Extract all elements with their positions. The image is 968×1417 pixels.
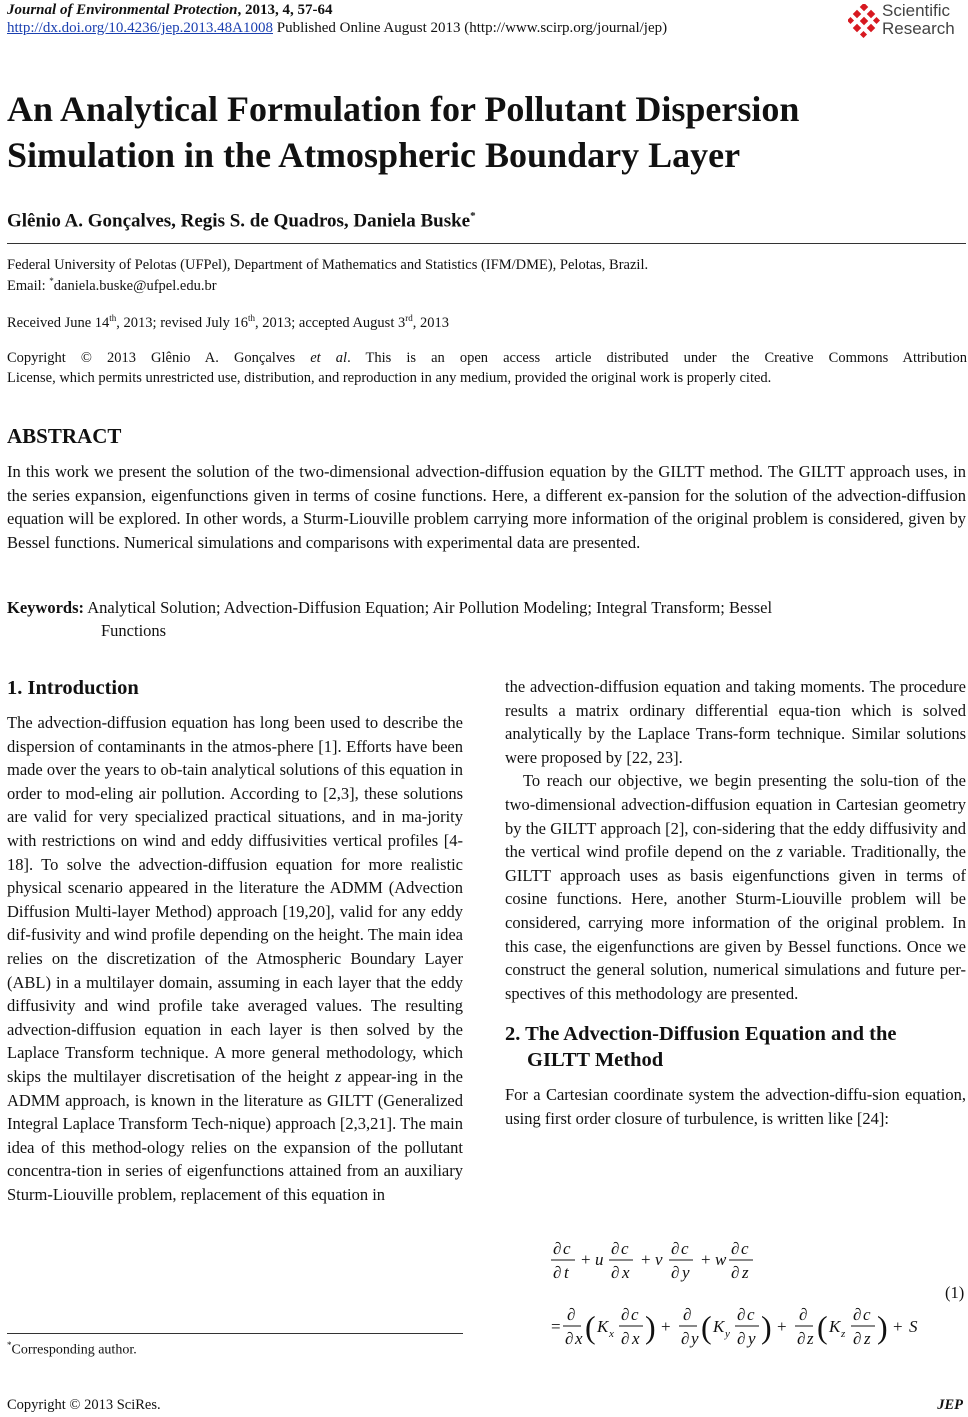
eq-var-z: z	[807, 1329, 814, 1348]
eq-partial: ∂	[671, 1263, 680, 1282]
copyright-etal: et al	[310, 350, 348, 366]
eq-var-u: u	[595, 1250, 604, 1269]
eq-plus: +	[641, 1250, 651, 1269]
eq-var-S: S	[909, 1317, 918, 1336]
footnote-mark: *	[7, 1340, 12, 1350]
journal-volume: , 2013, 4, 57-64	[237, 2, 333, 18]
eq-var-y: y	[682, 1263, 690, 1282]
section2-paragraph-1: For a Cartesian coordinate system the advection-diffu-sion equation, using first order closure of turbulence, is written like [24]:	[505, 1085, 966, 1128]
revised-text: , 2013; revised July 16	[116, 314, 248, 331]
eq-plus: +	[777, 1317, 787, 1336]
corresponding-mark: *	[470, 210, 476, 222]
eq-sub-z: z	[841, 1328, 846, 1340]
equation-number: (1)	[945, 1283, 965, 1302]
eq-partial: ∂	[681, 1329, 690, 1348]
eq-var-z: z	[864, 1329, 871, 1348]
eq-partial: ∂	[737, 1305, 746, 1324]
eq-partial: ∂	[799, 1305, 808, 1324]
eq-plus: +	[893, 1317, 903, 1336]
intro-p1-text-b: appear-ing in the ADMM approach, is known in the literature as GILTT (Generalized Integral Laplace Transform Tech-nique) approach [2,3,21]. The main idea of this method-ology relies on the expansion of the pollutant concentra-tion in series of eigenfunctions attained from an auxiliary Sturm-Liouville problem, replacement of this equation in	[7, 1066, 463, 1204]
ordinal-suffix: rd	[405, 313, 413, 323]
eq-partial: ∂	[731, 1240, 740, 1258]
header-divider	[7, 243, 966, 244]
email-address[interactable]: daniela.buske@ufpel.edu.br	[53, 277, 217, 294]
eq-var-x: x	[622, 1263, 630, 1282]
eq-var-K: K	[713, 1317, 725, 1336]
eq-partial: ∂	[565, 1329, 574, 1348]
eq-partial: ∂	[853, 1329, 862, 1348]
paper-title	[7, 86, 947, 178]
eq-paren-open: (	[585, 1309, 596, 1345]
copyright-line2: License, which permits unrestricted use, distribution, and reproduction in any medium, provided the original work is properly cited.	[7, 370, 772, 386]
paper-title-line2: Simulation in the Atmospheric Boundary Layer	[7, 135, 741, 175]
footnote-text: Corresponding author.	[11, 1342, 137, 1358]
ordinal-suffix: th	[248, 313, 256, 323]
eq-var-w: w	[715, 1250, 727, 1269]
eq-var-x: x	[632, 1329, 640, 1348]
eq-partial: ∂	[567, 1305, 576, 1324]
email-line	[7, 276, 967, 295]
received-text: Received June 14	[7, 314, 110, 331]
keywords	[7, 596, 966, 642]
eq-partial: ∂	[737, 1329, 746, 1348]
eq-partial: ∂	[683, 1305, 692, 1324]
eq-plus: +	[661, 1317, 671, 1336]
eq-partial: ∂	[611, 1263, 620, 1282]
intro-paragraph-1	[7, 711, 463, 1206]
abstract-body: In this work we present the solution of the two-dimensional advection-diffusion equation by the GILTT method. The GILTT approach uses, in the series expansion, eigenfunctions given in terms of cosine functions. Here, a different ex-pansion for the solution of the advection-diffusion equation will be explored. In other words, a Sturm-Liouville problem carrying more information of the original problem is considered, given by Bessel functions. Numerical simulations and comparisons with experimental data are presented.	[7, 462, 966, 552]
publisher-name-line1: Scientific	[882, 1, 951, 20]
variable-z: z	[334, 1066, 342, 1086]
copyright-notice	[7, 348, 967, 388]
publisher-logo	[848, 2, 966, 42]
eq-partial: ∂	[553, 1240, 562, 1258]
publisher-mark-icon	[848, 4, 880, 38]
left-column	[7, 675, 463, 1206]
accepted-text: , 2013; accepted August 3	[255, 314, 406, 331]
eq-partial: ∂	[853, 1305, 862, 1324]
eq-partial: ∂	[553, 1263, 562, 1282]
email-mark: *	[49, 276, 54, 286]
publisher-name-line2: Research	[882, 19, 955, 38]
ordinal-suffix: th	[109, 313, 117, 323]
author-list	[7, 210, 476, 232]
doi-line	[7, 20, 667, 37]
eq-var-y: y	[691, 1329, 699, 1348]
copyright-line1	[7, 348, 967, 368]
variable-z: z	[776, 842, 783, 862]
authors-text: Glênio A. Gonçalves, Regis S. de Quadros, Daniela Buske	[7, 210, 471, 232]
footnote-divider	[7, 1333, 463, 1334]
eq-var-c: c	[681, 1240, 689, 1258]
eq-var-z: z	[742, 1263, 749, 1282]
right-column	[505, 675, 966, 1131]
year-text: , 2013	[412, 314, 449, 331]
eq-var-t: t	[564, 1263, 569, 1282]
eq-plus: +	[581, 1250, 591, 1269]
eq-paren-close: )	[877, 1309, 888, 1345]
eq-var-c: c	[631, 1305, 639, 1324]
eq-paren-close: )	[645, 1309, 656, 1345]
eq-partial: ∂	[797, 1329, 806, 1348]
section-heading-introduction: 1. Introduction	[7, 677, 139, 699]
eq-sub-x: x	[609, 1328, 614, 1340]
eq-paren-close: )	[761, 1309, 772, 1345]
section-heading-giltt	[505, 1021, 966, 1073]
eq-var-y: y	[748, 1329, 756, 1348]
eq-var-K: K	[829, 1317, 841, 1336]
affiliation: Federal University of Pelotas (UFPel), Department of Mathematics and Statistics (IFM/DME), Pelotas, Brazil.	[7, 257, 649, 273]
paper-title-line1: An Analytical Formulation for Pollutant Dispersion	[7, 89, 800, 129]
keywords-line1: Analytical Solution; Advection-Diffusion Equation; Air Pollution Modeling; Integral Transform; Bessel	[84, 598, 773, 617]
footnote	[7, 1340, 137, 1359]
eq-plus: +	[701, 1250, 711, 1269]
eq-sub-y: y	[725, 1328, 730, 1340]
intro-paragraph-2	[505, 769, 966, 1005]
eq-paren-open: (	[701, 1309, 712, 1345]
eq-var-x: x	[575, 1329, 583, 1348]
email-label: Email:	[7, 277, 50, 294]
journal-citation	[7, 2, 332, 19]
eq-partial: ∂	[731, 1263, 740, 1282]
keywords-line2: Functions	[101, 621, 167, 640]
intro-p2-text-a: To reach our objective, we begin presenting the solu-tion of the two-dimensional advection-diffusion equation in Cartesian geometry by the GILTT approach [2], con-sidering that the eddy diffusivity and the vertical wind profile depend on the	[505, 771, 966, 862]
intro-paragraph-1-cont: the advection-diffusion equation and taking moments. The procedure results a matrix ordinary differential equa-tion which is solved analytically by the Laplace Trans-form technique. Similar solutions were proposed by [22, 23].	[505, 677, 966, 767]
doi-link[interactable]: http://dx.doi.org/10.4236/jep.2013.48A1008	[7, 20, 273, 36]
footer-copyright: Copyright © 2013 SciRes.	[7, 1397, 161, 1413]
abstract-heading: ABSTRACT	[7, 424, 122, 448]
intro-p2-text-b: variable. Traditionally, the GILTT approach uses as basis eigenfunctions given in terms of cosine functions. Here, another Sturm-Liouville problem will be considered, carrying more information of the original problem. In this case, the eigenfunctions are given by Bessel functions. Once we construct the general solution, numerical simulations and future per-spectives of this methodology are presented.	[505, 842, 967, 1003]
publisher-name	[882, 2, 955, 38]
copyright-text-b: . This is an open access article distributed under the Creative Commons Attribution	[347, 350, 967, 366]
intro-p1-text-a: The advection-diffusion equation has long been used to describe the dispersion of contaminants in the atmos-phere [1]. Efforts have been made over the years to ob-tain analytical solutions of this equation in order to mod-eling air pollution. According to [2,3], these solutions are valid for very specialized practical situations, and in ma-jority with restrictions on wind and eddy diffusivities vertical profiles [4-18]. To solve the advection-diffusion equation for more realistic physical scenario appeared in the literature the ADMM (Advection Diffusion Multi-layer Method) approach [19,20], valid for any eddy dif-fusivity and wind profile depending on the height. The main idea relies on the discretization of the Atmospheric Boundary Layer (ABL) in a multilayer domain, assuming in each layer that the eddy diffusivity and wind profile take averaged values. The resulting advection-diffusion equation in each layer is then solved by the Laplace Transform technique. A more general methodology, which skips the multilayer discretisation of the height	[7, 713, 463, 1086]
eq-paren-open: (	[817, 1309, 828, 1345]
eq-var-v: v	[655, 1250, 663, 1269]
footer-journal-abbrev: JEP	[937, 1397, 963, 1413]
section2-heading-line2: GILTT Method	[527, 1049, 664, 1072]
equation-1	[545, 1240, 965, 1350]
copyright-text-a: Copyright © 2013 Glênio A. Gonçalves	[7, 350, 311, 366]
eq-var-c: c	[621, 1240, 629, 1258]
eq-var-c: c	[741, 1240, 749, 1258]
eq-var-c: c	[863, 1305, 871, 1324]
journal-name: Journal of Environmental Protection	[7, 2, 238, 18]
eq-partial: ∂	[671, 1240, 680, 1258]
eq-var-K: K	[597, 1317, 609, 1336]
received-dates	[7, 313, 967, 332]
eq-var-c: c	[563, 1240, 571, 1258]
eq-partial: ∂	[611, 1240, 620, 1258]
published-online-text: Published Online August 2013 (http://www.scirp.org/journal/jep)	[272, 20, 668, 36]
eq-equals: =	[551, 1317, 561, 1336]
section2-heading-line1: 2. The Advection-Diffusion Equation and the	[505, 1023, 897, 1046]
eq-partial: ∂	[621, 1305, 630, 1324]
eq-var-c: c	[747, 1305, 755, 1324]
eq-partial: ∂	[621, 1329, 630, 1348]
keywords-label: Keywords:	[7, 598, 84, 617]
